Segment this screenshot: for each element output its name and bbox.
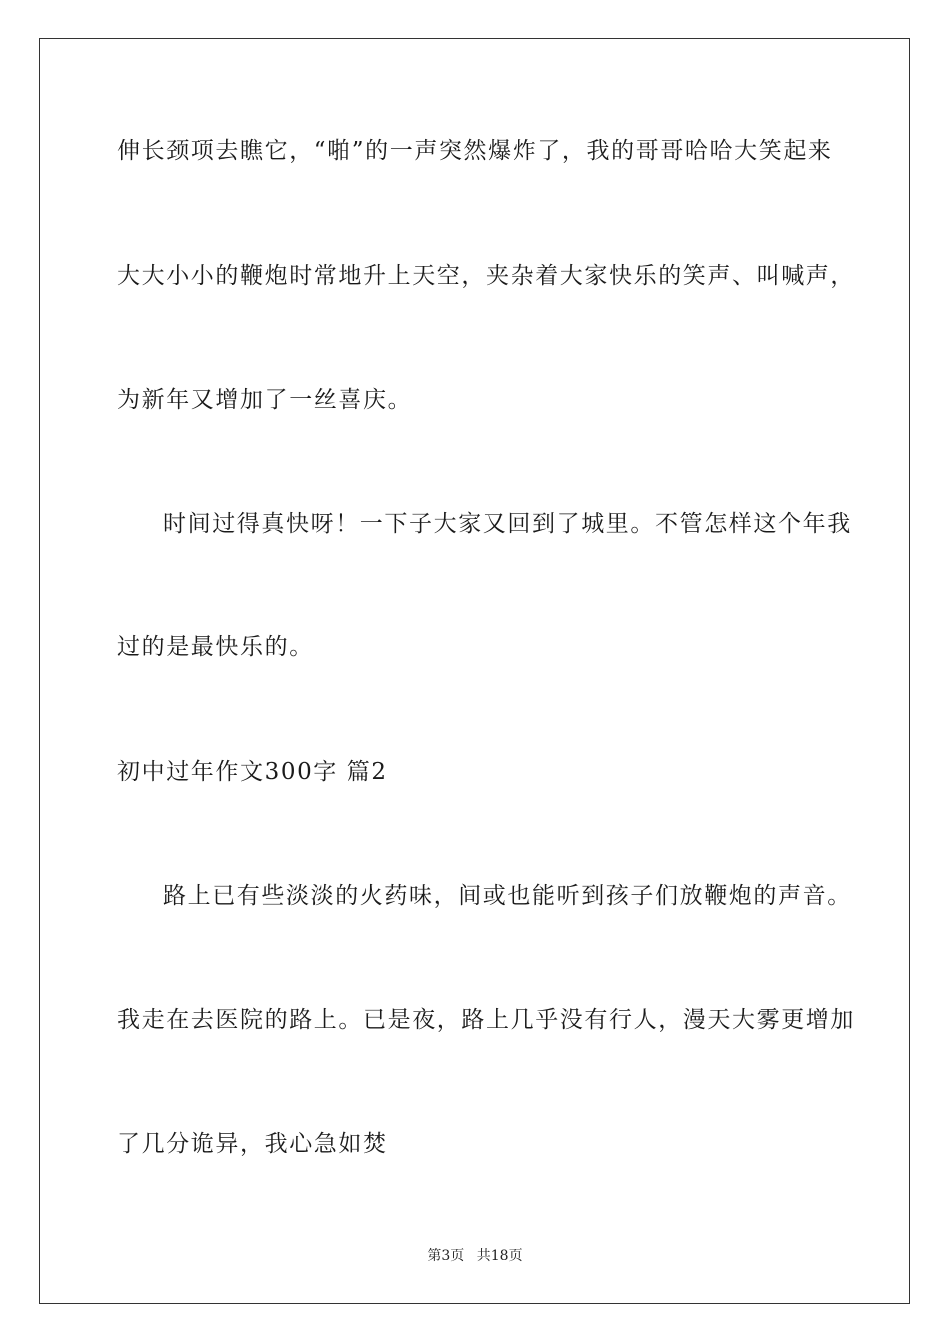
text-line-4: 时间过得真快呀！一下子大家又回到了城里。不管怎样这个年我 [163, 511, 852, 537]
text-line-3: 为新年又增加了一丝喜庆。 [117, 387, 413, 413]
section-heading: 初中过年作文300字 篇2 [117, 759, 388, 785]
text-line-6: 路上已有些淡淡的火药味，间或也能听到孩子们放鞭炮的声音。 [163, 883, 852, 909]
page-number: 第3页 [427, 1248, 465, 1264]
text-line-5: 过的是最快乐的。 [117, 634, 314, 660]
text-line-2: 大大小小的鞭炮时常地升上天空，夹杂着大家快乐的笑声、叫喊声， [117, 263, 855, 289]
text-line-8: 了几分诡异，我心急如焚 [117, 1131, 388, 1157]
page-border [39, 38, 910, 1304]
page-total: 共18页 [476, 1248, 523, 1264]
text-line-7: 我走在去医院的路上。已是夜，路上几乎没有行人，漫天大雾更增加 [117, 1007, 855, 1033]
text-line-1: 伸长颈项去瞧它，“啪”的一声突然爆炸了，我的哥哥哈哈大笑起来 [117, 138, 833, 164]
page-footer [0, 1245, 950, 1265]
